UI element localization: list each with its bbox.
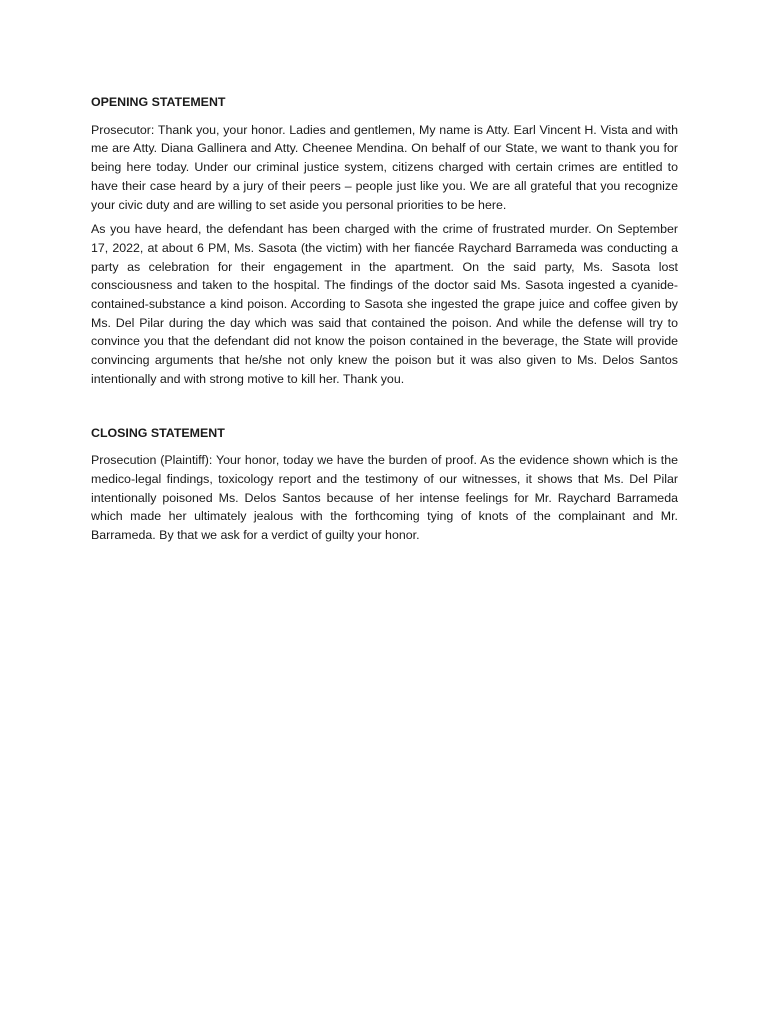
opening-paragraph-1: Prosecutor: Thank you, your honor. Ladies and gentlemen, My name is Atty. Earl Vincent H. Vista and with me are Atty. Diana Gallinera and Atty. Cheenee Mendina. On behalf of our State, we want to thank you for being here today. Under our criminal justice system, citizens charged with certain crimes are entitled to have their case heard by a jury of their peers – people just like you. We are all grateful that you recognize your civic duty and are willing to set aside you personal priorities to be here.	[91, 122, 678, 212]
opening-paragraph-2: As you have heard, the defendant has been charged with the crime of frustrated murder. On September 17, 2022, at about 6 PM, Ms. Sasota (the victim) with her fiancée Raychard Barrameda was conducting a party as celebration for their engagement in the apartment. On the said party, Ms. Sasota lost consciousness and taken to the hospital. The findings of the doctor said Ms. Sasota ingested a cyanide-contained-substance a kind poison. According to Sasota she ingested the grape juice and coffee given by Ms. Del Pilar during the day which was said that contained the poison. And while the defense will try to convince you that the defendant did not know the poison contained in the beverage, the State will provide convincing arguments that he/she not only knew the poison but it was also given to Ms. Delos Santos intentionally and with strong motive to kill her. Thank you.	[91, 222, 678, 386]
opening-statement-heading: OPENING STATEMENT	[91, 95, 226, 109]
closing-statement-heading: CLOSING STATEMENT	[91, 425, 225, 440]
closing-paragraph-1: Prosecution (Plaintiff): Your honor, today we have the burden of proof. As the evidence shown which is the medico-legal findings, toxicology report and the testimony of our witnesses, it shows that Ms. Del Pilar intentionally poisoned Ms. Delos Santos because of her intense feelings for Mr. Raychard Barrameda which made her ultimately jealous with the forthcoming tying of knots of the complainant and Mr. Barrameda. By that we ask for a verdict of guilty your honor.	[91, 453, 678, 543]
document-body	[91, 93, 678, 545]
